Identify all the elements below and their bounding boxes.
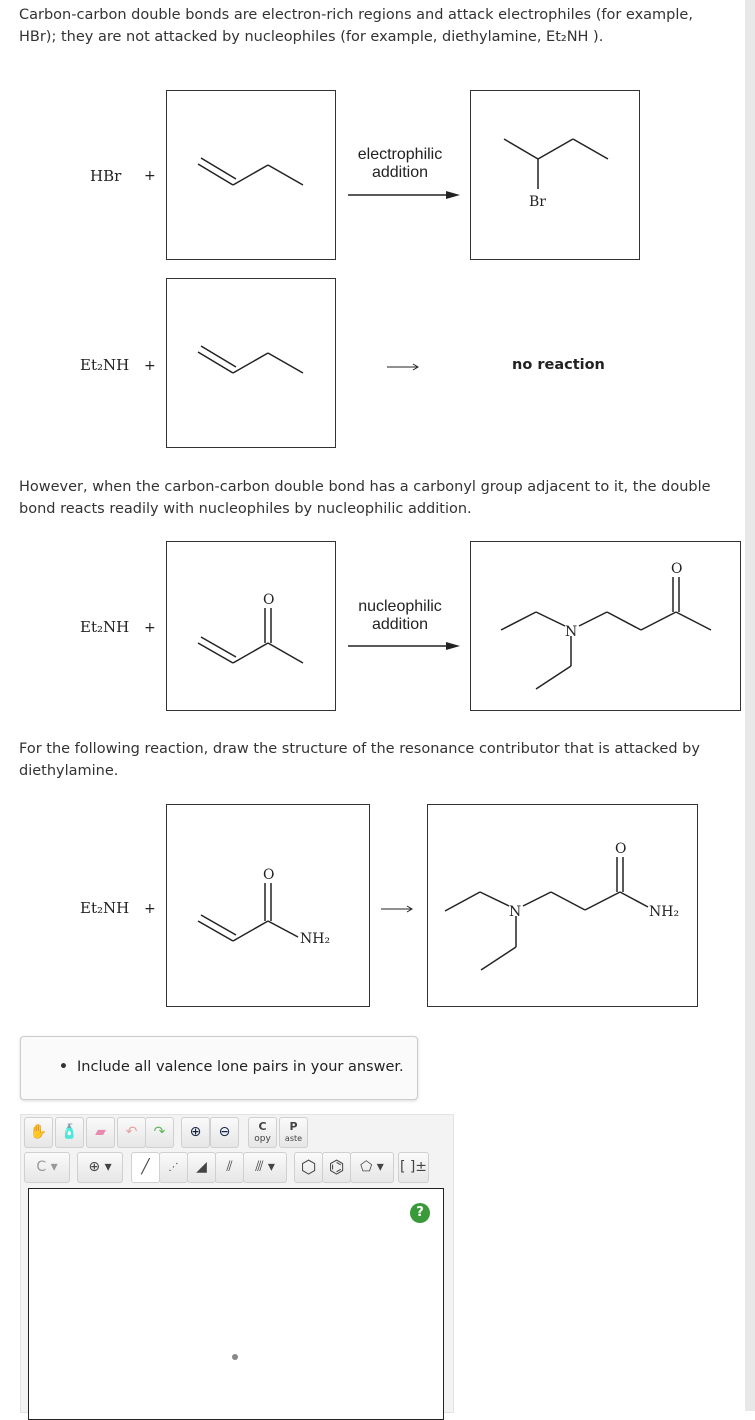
reactant-box-alkene (166, 278, 336, 448)
hint-box: • Include all valence lone pairs in your answer. (20, 1036, 418, 1100)
reaction-arrow (380, 904, 416, 914)
cyclopentane-icon[interactable]: ⬠ ▾ (350, 1152, 394, 1183)
reactant-box-alkene (166, 90, 336, 260)
reagent-et2nh: Et₂NH (80, 618, 130, 636)
undo-icon[interactable]: ↶ (117, 1117, 146, 1148)
triple-bond-icon[interactable]: ⫻ ▾ (243, 1152, 287, 1183)
amino-ketone-structure (471, 542, 740, 710)
zoom-in-icon[interactable]: ⊕ (181, 1117, 210, 1148)
plus-sign: + (144, 168, 156, 184)
bromobutane-structure (471, 91, 639, 259)
charge-selector[interactable]: ⊕ ▾ (77, 1152, 123, 1183)
single-bond-icon[interactable]: ╱ (131, 1152, 160, 1183)
butene-structure (167, 91, 335, 259)
drawing-canvas[interactable] (28, 1188, 444, 1420)
cyclohexane-icon[interactable]: ⬡ (294, 1152, 323, 1183)
reactant-box-acrylamide (166, 804, 370, 1007)
svg-text:Br: Br (529, 194, 546, 210)
reaction-arrow (346, 189, 462, 201)
product-box-amino-ketone (470, 541, 741, 711)
svg-text:O: O (615, 841, 627, 857)
benzene-icon[interactable]: ⌬ (322, 1152, 351, 1183)
svg-text:O: O (263, 867, 275, 883)
clear-bottle-icon[interactable]: 🧴 (55, 1117, 84, 1148)
butenone-structure (167, 542, 335, 710)
hint-text: Include all valence lone pairs in your answer. (77, 1059, 404, 1075)
arrow-label: nucleophilic addition (358, 598, 442, 633)
paste-button[interactable]: P aste (279, 1117, 308, 1148)
zoom-out-icon[interactable]: ⊖ (210, 1117, 239, 1148)
plus-sign: + (144, 358, 156, 374)
plus-sign: + (144, 620, 156, 636)
redo-icon[interactable]: ↷ (145, 1117, 174, 1148)
reaction-arrow (386, 362, 422, 372)
copy-button[interactable]: C opy (248, 1117, 277, 1148)
plus-sign: + (144, 901, 156, 917)
bracket-charge-button[interactable]: [ ]± (398, 1152, 429, 1183)
paragraph-carbonyl: However, when the carbon-carbon double bond has a carbonyl group adjacent to it, the double bond reacts readily with nucleophiles by nucleophilic addition. (19, 479, 711, 517)
svg-text:N: N (509, 904, 522, 920)
eraser-icon[interactable]: ▰ (86, 1117, 115, 1148)
amino-amide-structure (428, 805, 697, 1006)
element-selector[interactable]: C ▾ (24, 1152, 70, 1183)
reactant-box-enone (166, 541, 336, 711)
double-bond-icon[interactable]: ⫽ (215, 1152, 244, 1183)
svg-text:NH₂: NH₂ (300, 931, 331, 947)
intro-text: Carbon-carbon double bonds are electron-rich regions and attack electrophiles (for example, HBr); they are not attacked by nucleophiles (for example, diethylamine, Et₂NH ). (19, 7, 693, 45)
svg-text:O: O (263, 592, 275, 608)
product-box-amino-amide (427, 804, 698, 1007)
reaction-arrow (346, 640, 462, 652)
product-box-bromobutane (470, 90, 640, 260)
wedge-bond-icon[interactable]: ◢ (187, 1152, 216, 1183)
arrow-label: electrophilic addition (357, 146, 443, 181)
svg-text:O: O (671, 561, 683, 577)
question-text: For the following reaction, draw the structure of the resonance contributor that is attacked by diethylamine. (19, 741, 700, 779)
svg-text:N: N (565, 624, 578, 640)
page-scrollbar[interactable] (745, 0, 755, 1411)
butene-structure (167, 279, 335, 447)
reagent-et2nh: Et₂NH (80, 899, 130, 917)
no-reaction-text: no reaction (512, 357, 605, 373)
hashed-bond-icon[interactable]: ⋰ (159, 1152, 188, 1183)
reagent-hbr: HBr (90, 167, 122, 185)
hand-tool-icon[interactable]: ✋ (24, 1117, 53, 1148)
help-button[interactable]: ? (410, 1203, 430, 1223)
butenamide-structure (167, 805, 369, 1006)
canvas-center-dot (232, 1354, 238, 1360)
reagent-et2nh: Et₂NH (80, 356, 130, 374)
svg-text:NH₂: NH₂ (649, 904, 680, 920)
